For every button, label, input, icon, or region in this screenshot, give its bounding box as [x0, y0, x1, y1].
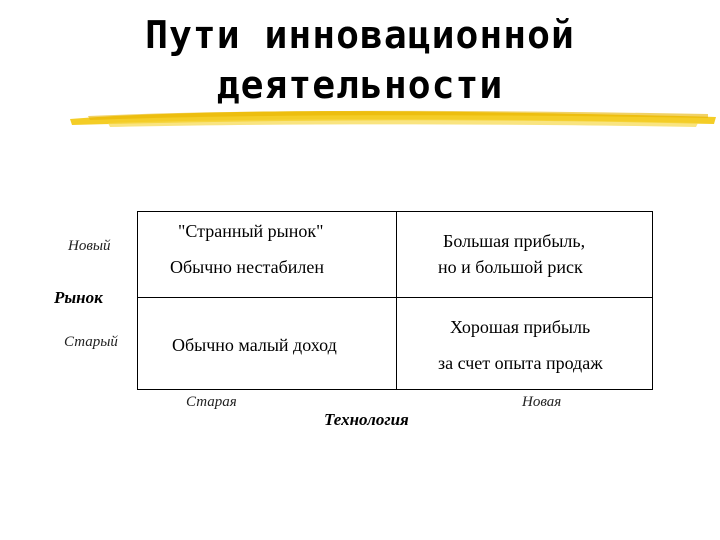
cell-old-market-new-tech-line2: за счет опыта продаж [438, 353, 603, 373]
grid-divider-horizontal [138, 297, 652, 298]
cell-old-market-new-tech-line1: Хорошая прибыль [450, 317, 591, 337]
row-label-new: Новый [68, 238, 111, 254]
matrix-grid [137, 211, 653, 390]
title-line-1: Пути инновационной [145, 13, 575, 57]
grid-divider-vertical [396, 212, 397, 389]
cell-new-market-old-tech-line1: "Странный рынок" [178, 221, 324, 241]
cell-old-market-old-tech: Обычно малый доход [172, 335, 337, 355]
column-label-old: Старая [186, 394, 237, 410]
page-title [60, 10, 660, 110]
axis-label-technology: Технология [324, 410, 409, 429]
cell-new-market-old-tech-line2: Обычно нестабилен [170, 257, 324, 277]
row-label-old: Старый [64, 334, 118, 350]
title-line-2: деятельности [216, 63, 504, 107]
highlighter-stroke [68, 104, 720, 130]
axis-label-market: Рынок [54, 288, 103, 307]
cell-new-market-new-tech-line1: Большая прибыль, [443, 231, 586, 251]
cell-new-market-new-tech-line2: но и большой риск [438, 257, 583, 277]
column-label-new: Новая [522, 394, 562, 410]
